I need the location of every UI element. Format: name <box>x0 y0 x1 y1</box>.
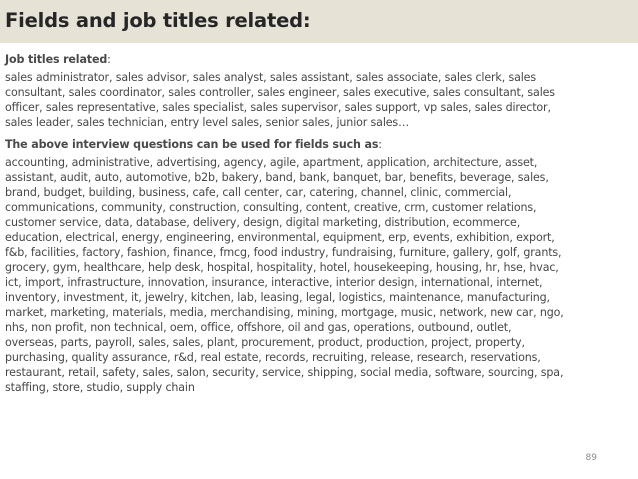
slide-title: Fields and job titles related: <box>5 9 311 32</box>
section-spacer <box>5 130 633 137</box>
slide-content <box>5 52 633 395</box>
job-titles-list: sales administrator, sales advisor, sales analyst, sales assistant, sales associate, sales clerk, sales consultant, sales coordinator, sales controller, sales engineer, sales executive, sales consultant, sales officer, sales representative, sales specialist, sales supervisor, sales support, vp sales, sales director, sales leader, sales technician, entry level sales, senior sales, junior sales… <box>5 71 555 129</box>
fields-colon: : <box>378 138 382 151</box>
job-titles-colon: : <box>107 53 111 66</box>
fields-label: The above interview questions can be used for fields such as <box>5 138 379 151</box>
title-bar <box>0 0 638 43</box>
page-number: 89 <box>585 453 597 463</box>
job-titles-label: Job titles related <box>5 53 108 66</box>
fields-heading <box>5 137 633 152</box>
fields-list: accounting, administrative, advertising, agency, agile, apartment, application, architecture, asset, assistant, audit, auto, automotive, b2b, bakery, band, bank, banquet, bar, benefits, beverage, sales, brand, budget, building, business, cafe, call center, car, catering, channel, clinic, commercial, communications, community, construction, consulting, content, creative, crm, customer relations, customer service, data, database, delivery, design, digital marketing, distribution, ecommerce, education, electrical, energy, engineering, environmental, equipment, erp, events, exhibition, export, f&b, facilities, factory, fashion, finance, fmcg, food industry, fundraising, furniture, gallery, golf, grants, grocery, gym, healthcare, help desk, hospital, hospitality, hotel, housekeeping, housing, hr, hse, hvac, ict, import, infrastructure, innovation, insurance, interactive, interior design, international, internet, inventory, investment, it, jewelry, kitchen, lab, leasing, legal, logistics, maintenance, manufacturing, market, marketing, materials, media, merchandising, mining, mortgage, music, network, new car, ngo, nhs, non profit, non technical, oem, office, offshore, oil and gas, operations, outbound, outlet, overseas, parts, payroll, sales, sales, plant, procurement, product, production, project, property, purchasing, quality assurance, r&d, real estate, records, recruiting, release, research, reservations, restaurant, retail, safety, sales, salon, security, service, shipping, social media, software, sourcing, spa, staffing, store, studio, supply chain <box>5 156 564 394</box>
job-titles-heading <box>5 52 633 67</box>
